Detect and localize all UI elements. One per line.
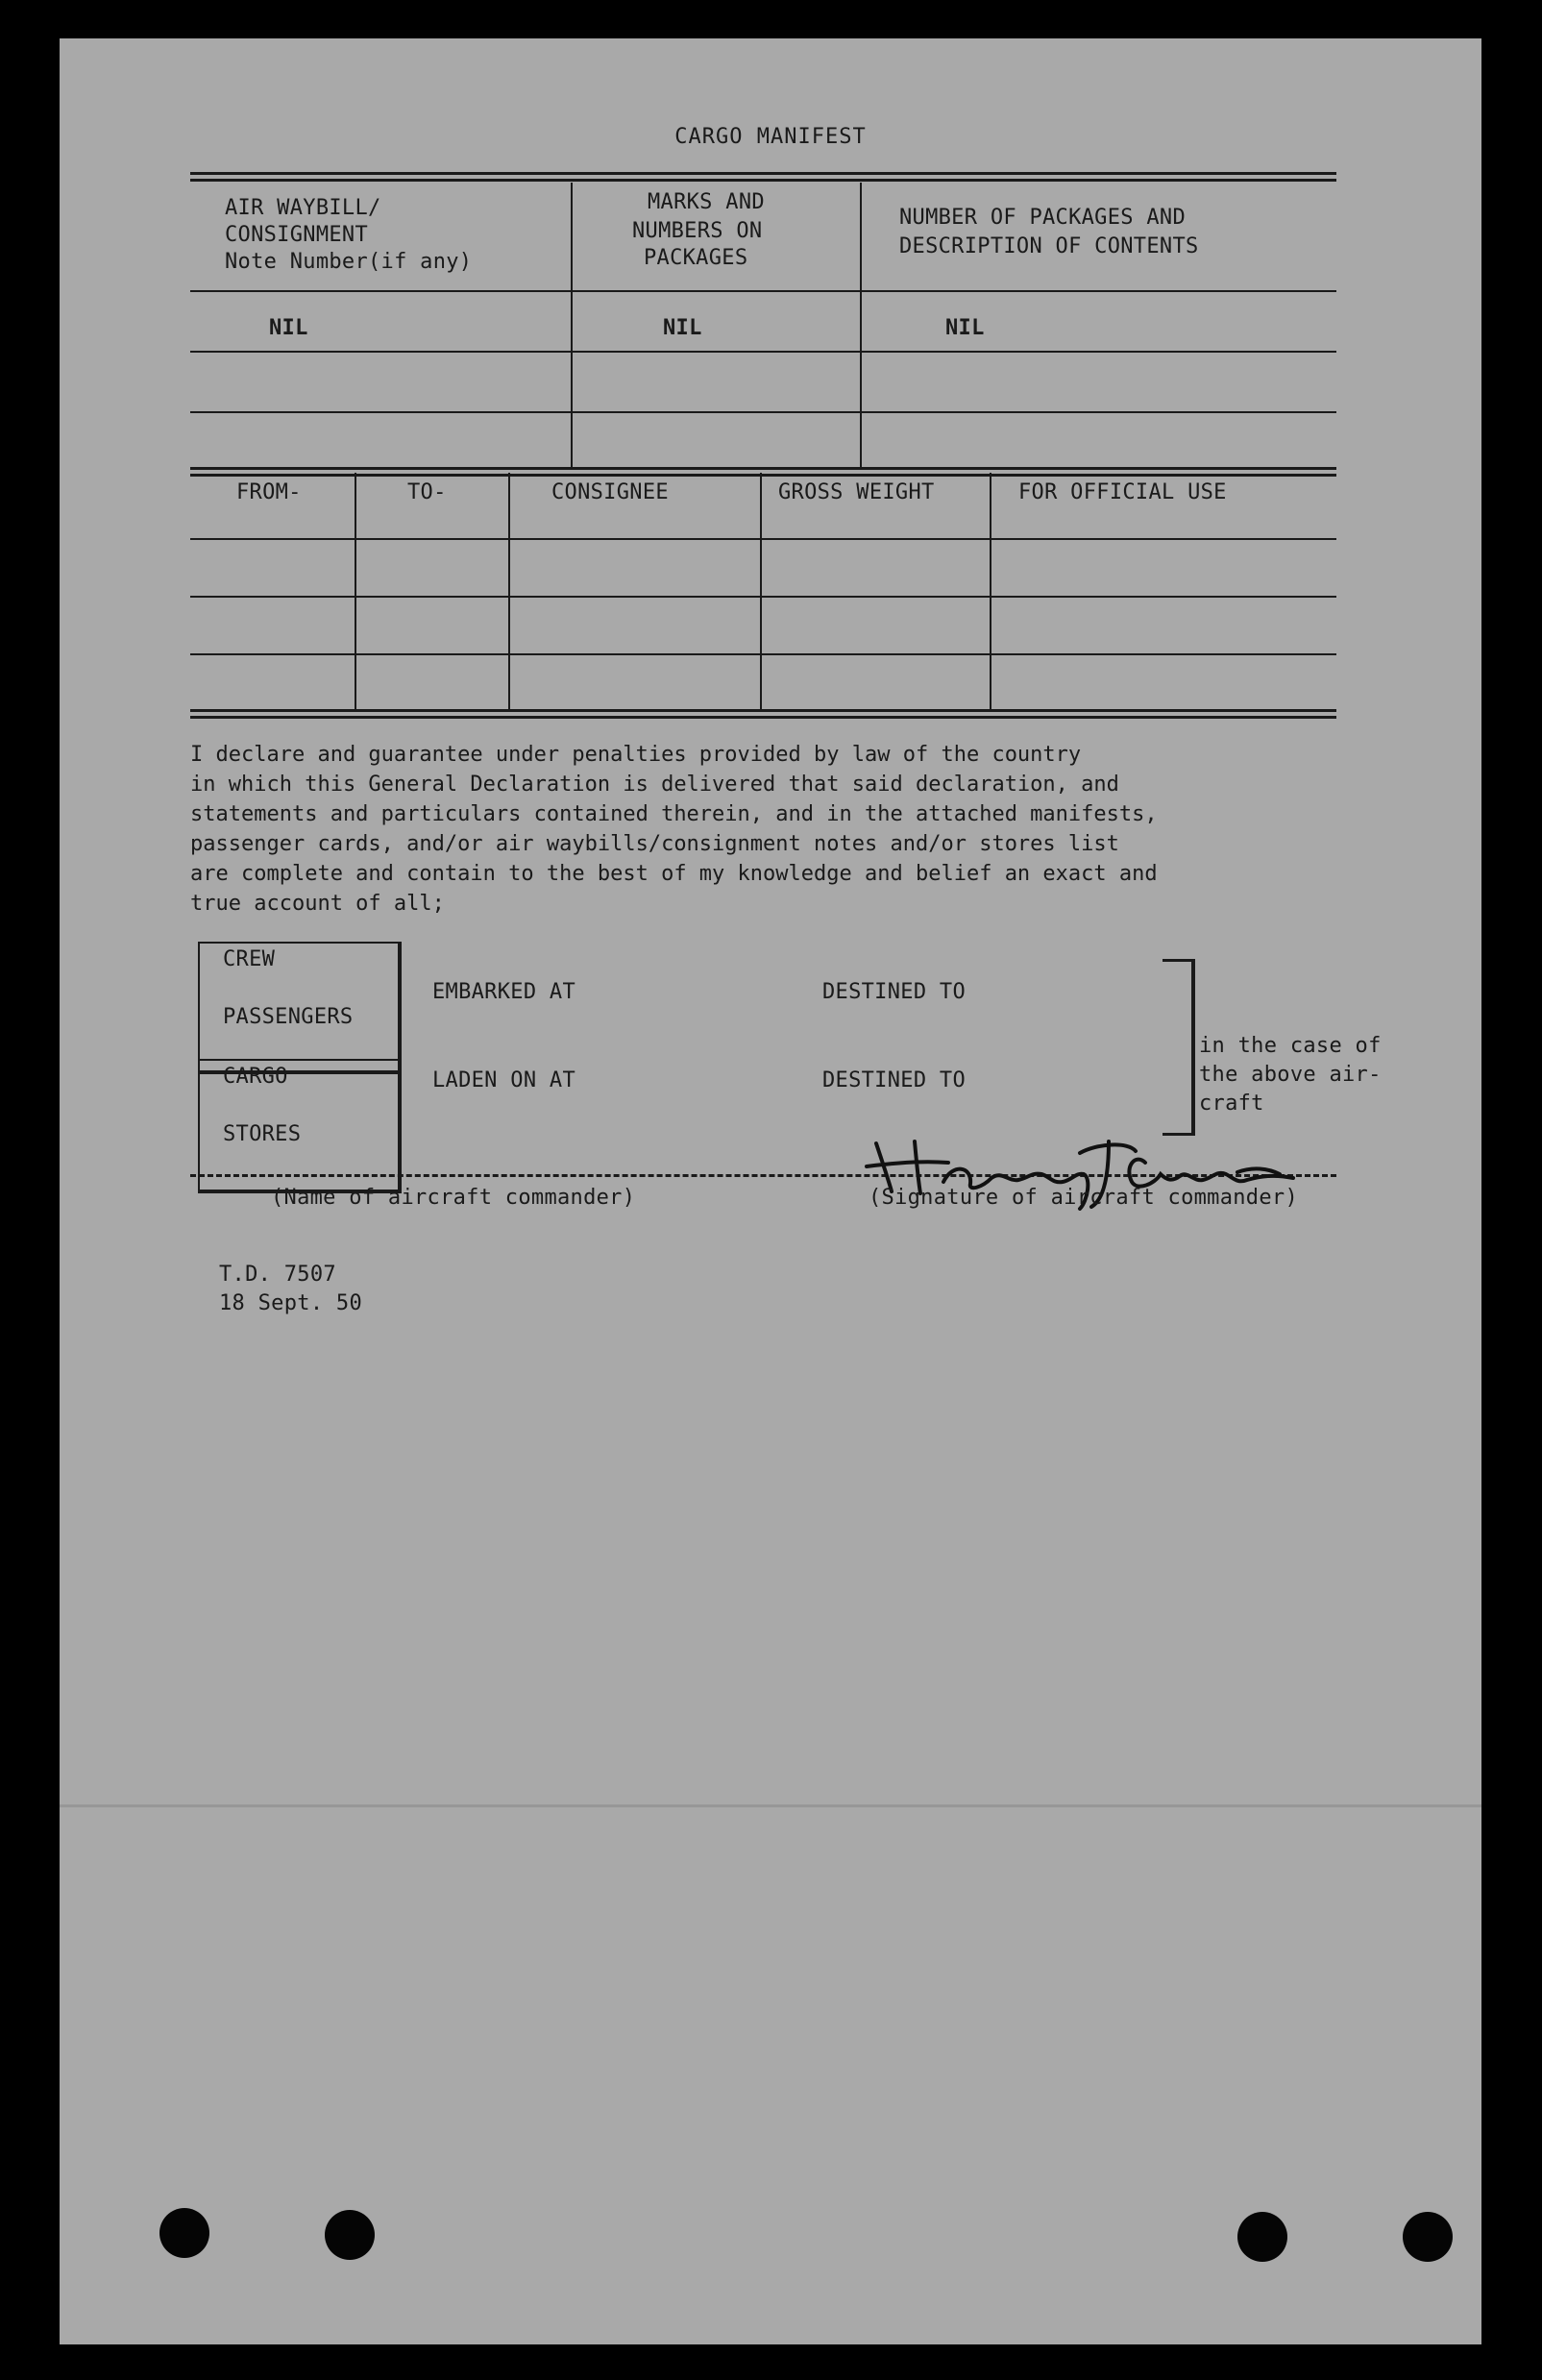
commander-signature-caption: (Signature of aircraft commander) — [869, 1186, 1298, 1210]
commander-name-caption: (Name of aircraft commander) — [271, 1186, 636, 1210]
destined-to-label: DESTINED TO — [822, 980, 966, 1004]
route-header-rule — [190, 538, 1336, 540]
waybill-cell: NIL — [269, 316, 308, 340]
route-column-divider — [990, 473, 991, 711]
route-header-to: TO- — [407, 480, 447, 504]
cargo-label: CARGO — [223, 1065, 288, 1089]
aircraft-bracket — [1163, 959, 1195, 1136]
fold-crease — [60, 1804, 1481, 1807]
aircraft-note-line: craft — [1199, 1092, 1264, 1116]
manifest-row-rule — [190, 351, 1336, 353]
manifest-column-divider — [571, 183, 573, 469]
form-date: 18 Sept. 50 — [219, 1291, 362, 1315]
punch-hole — [325, 2210, 375, 2260]
punch-hole — [159, 2208, 209, 2258]
marks-header-line: NUMBERS ON — [632, 219, 763, 243]
route-column-divider — [760, 473, 762, 711]
manifest-header-rule — [190, 290, 1336, 292]
manifest-bottom-rule — [190, 467, 1336, 477]
crew-label: CREW — [223, 947, 276, 971]
route-column-divider — [508, 473, 510, 711]
packages-header-line: NUMBER OF PACKAGES AND — [899, 206, 1186, 230]
form-number: T.D. 7507 — [219, 1263, 336, 1287]
waybill-header-line: CONSIGNMENT — [225, 223, 368, 247]
laden-on-at-label: LADEN ON AT — [432, 1068, 575, 1092]
embarked-at-label: EMBARKED AT — [432, 980, 575, 1004]
route-row-rule — [190, 596, 1336, 598]
manifest-top-rule — [190, 172, 1336, 182]
route-row-rule — [190, 653, 1336, 655]
waybill-header-line: Note Number(if any) — [225, 250, 473, 274]
punch-hole — [1237, 2212, 1287, 2262]
stores-label: STORES — [223, 1122, 302, 1146]
route-header-from: FROM- — [236, 480, 302, 504]
destined-to-label: DESTINED TO — [822, 1068, 966, 1092]
aircraft-note-line: in the case of — [1199, 1034, 1382, 1058]
waybill-header-line: AIR WAYBILL/ — [225, 196, 381, 220]
marks-header-line: MARKS AND — [648, 190, 765, 214]
passengers-label: PASSENGERS — [223, 1005, 354, 1029]
route-column-divider — [355, 473, 356, 711]
manifest-column-divider — [860, 183, 862, 469]
document-page — [60, 38, 1481, 2344]
route-header-gross-weight: GROSS WEIGHT — [778, 480, 935, 504]
packages-header-line: DESCRIPTION OF CONTENTS — [899, 234, 1199, 258]
manifest-row-rule — [190, 411, 1336, 413]
aircraft-note-line: the above air- — [1199, 1063, 1382, 1087]
route-header-official-use: FOR OFFICIAL USE — [1018, 480, 1227, 504]
packages-cell: NIL — [945, 316, 985, 340]
declaration-text: I declare and guarantee under penalties provided by law of the country in which this General Declaration is delivered that said declaration, and statements and particulars contained therein, and in the attached manifests, passenger cards, and/or air waybills/consignment notes and/or stores list are complete and contain to the best of my knowledge and belief an exact and true account of all; — [190, 743, 1158, 916]
marks-cell: NIL — [663, 316, 702, 340]
route-header-consignee: CONSIGNEE — [551, 480, 669, 504]
route-bottom-rule — [190, 709, 1336, 719]
marks-header-line: PACKAGES — [644, 246, 748, 270]
document-title: CARGO MANIFEST — [674, 125, 867, 149]
punch-hole — [1403, 2212, 1453, 2262]
